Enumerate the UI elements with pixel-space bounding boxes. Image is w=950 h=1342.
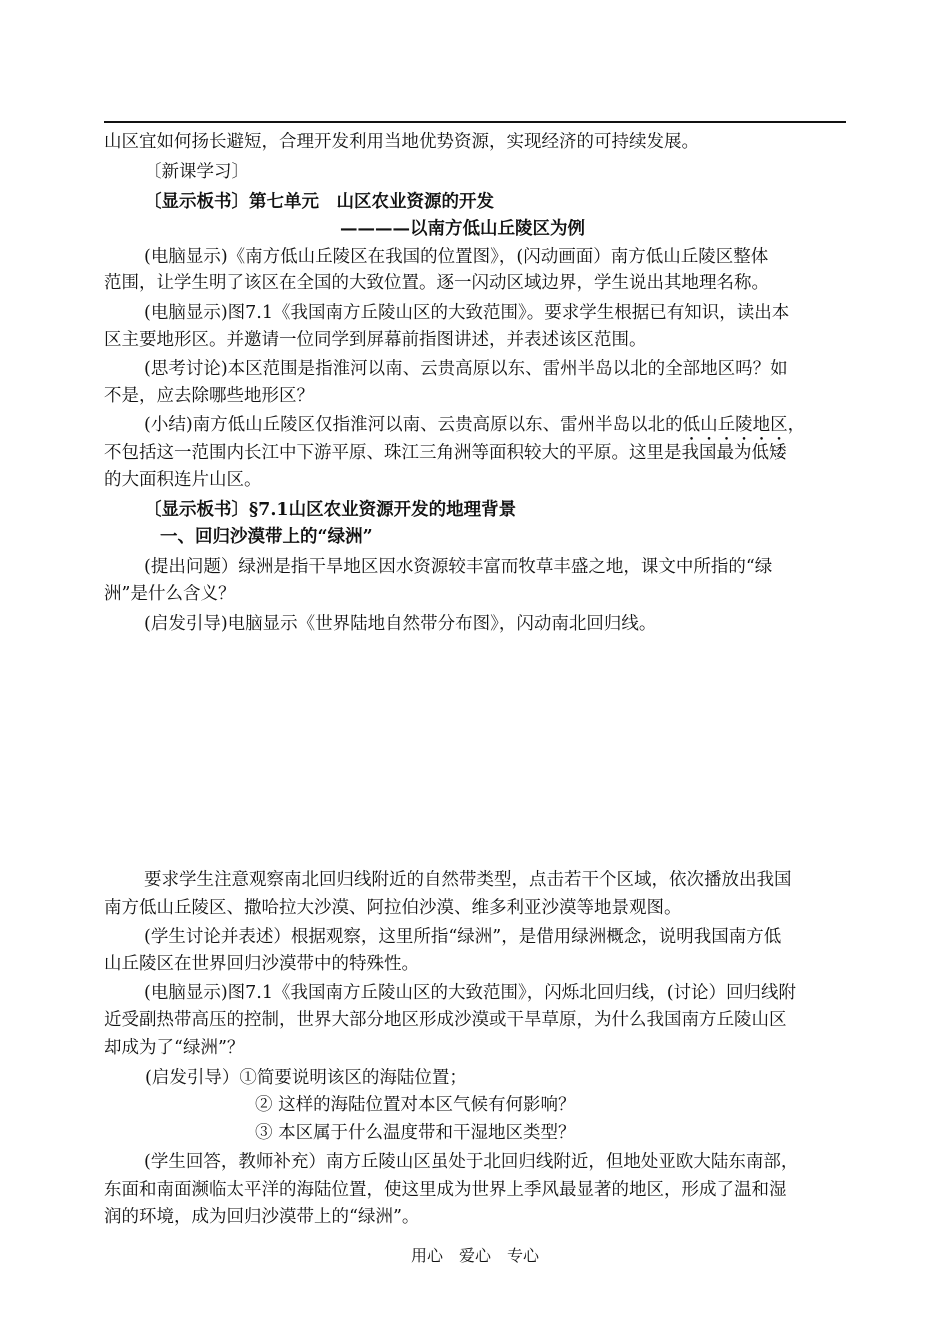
paragraph-line: (电脑显示)图7.1《我国南方丘陵山区的大致范围》。要求学生根据已有知识，读出本 [144,303,790,323]
paragraph-line: (学生讨论并表述）根据观察，这里所指“绿洲”，是借用绿洲概念，说明我国南方低 [144,927,782,947]
summary-text: (小结)南方低山丘陵区仅指淮河以南、云贵高原以东、雷州半岛以北的 [144,415,683,435]
emphasized-term: 低山丘陵地区 [682,415,788,435]
paragraph-line: (提出问题）绿洲是指干旱地区因水资源较丰富而牧草丰盛之地，课文中所指的“绿 [144,557,773,577]
paragraph-line: (电脑显示)《南方低山丘陵区在我国的位置图》，(闪动画面）南方低山丘陵区整体 [144,247,769,267]
paragraph-line: 东面和南面濒临太平洋的海陆位置，使这里成为世界上季风最显著的地区，形成了温和湿 [104,1180,787,1200]
paragraph-line: 却成为了“绿洲”？ [104,1038,245,1058]
summary-punct: ， [787,415,806,435]
board-subtitle: ————以南方低山丘陵区为例 [340,219,585,239]
paragraph-line: (启发引导)电脑显示《世界陆地自然带分布图》，闪动南北回归线。 [144,614,657,634]
header-rule [104,121,846,123]
paragraph-line: 润的环境，成为回归沙漠带上的“绿洲”。 [104,1207,420,1227]
paragraph-line: 山区宜如何扬长避短，合理开发利用当地优势资源，实现经济的可持续发展。 [104,132,699,152]
board-title: 〔显示板书〕第七单元 山区农业资源的开发 [144,192,494,212]
paragraph-line: 要求学生注意观察南北回归线附近的自然带类型，点击若干个区域，依次播放出我国 [144,870,792,890]
paragraph-line: 近受副热带高压的控制，世界大部分地区形成沙漠或干旱草原，为什么我国南方丘陵山区 [104,1010,787,1030]
paragraph-line: 山丘陵区在世界回归沙漠带中的特殊性。 [104,954,419,974]
list-item: ② 这样的海陆位置对本区气候有何影响？ [255,1095,576,1115]
paragraph-line: 不包括这一范围内长江中下游平原、珠江三角洲等面积较大的平原。这里是我国最为低矮 [104,443,787,463]
paragraph-line: 南方低山丘陵区、撒哈拉大沙漠、阿拉伯沙漠、维多利亚沙漠等地景观图。 [104,898,682,918]
paragraph-line: (学生回答，教师补充）南方丘陵山区虽处于北回归线附近，但地处亚欧大陆东南部， [144,1152,799,1172]
paragraph-line: 洲”是什么含义？ [104,584,236,604]
board-heading: 〔显示板书〕§7.1山区农业资源开发的地理背景 [144,500,517,520]
paragraph-line: 范围，让学生明了该区在全国的大致位置。逐一闪动区域边界，学生说出其地理名称。 [104,273,769,293]
section-heading: 一、回归沙漠带上的“绿洲” [160,527,373,547]
section-label: 〔新课学习〕 [144,162,249,182]
list-item: ③ 本区属于什么温度带和干湿地区类型？ [255,1123,576,1143]
paragraph-line: 区主要地形区。并邀请一位同学到屏幕前指图讲述，并表述该区范围。 [104,330,647,350]
paragraph-line: (电脑显示)图7.1《我国南方丘陵山区的大致范围》，闪烁北回归线，(讨论）回归线附 [144,983,797,1003]
paragraph-line: (思考讨论)本区范围是指淮河以南、云贵高原以东、雷州半岛以北的全部地区吗？如 [144,359,788,379]
paragraph-line: 不是，应去除哪些地形区？ [104,386,314,406]
paragraph-line: (启发引导）①简要说明该区的海陆位置； [145,1068,467,1088]
paragraph-line: 的大面积连片山区。 [104,470,262,490]
page-footer: 用心 爱心 专心 [410,1246,539,1265]
